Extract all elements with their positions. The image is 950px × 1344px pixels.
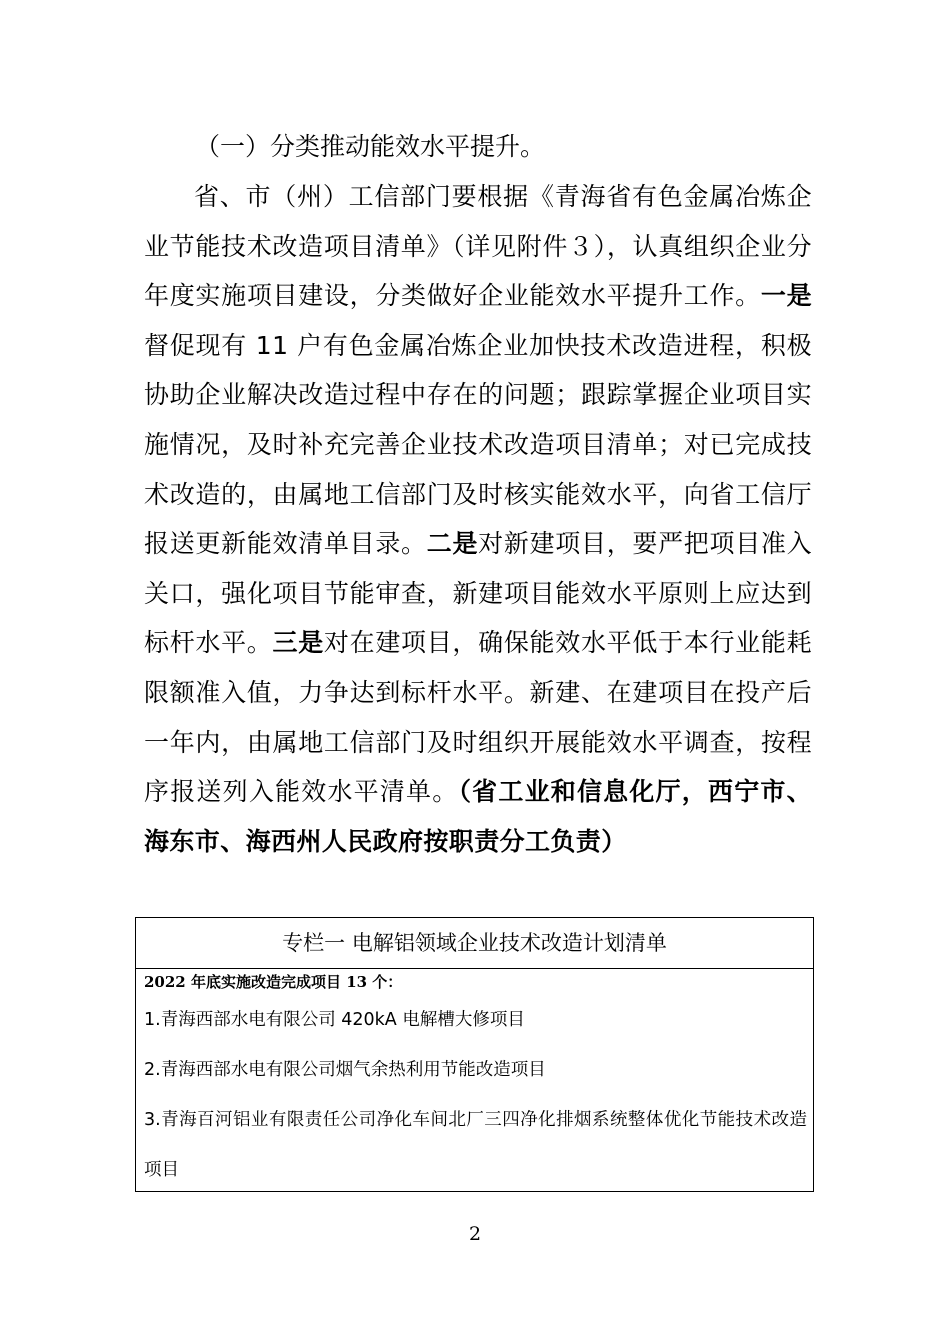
list-item: 3.青海百河铝业有限责任公司净化车间北厂三四净化排烟系统整体优化节能技术改造项目 <box>144 1110 807 1180</box>
box-subtitle: 2022 年底实施改造完成项目 13 个： <box>144 973 403 991</box>
paragraph-text-1: 省、市（州）工信部门要根据《青海省有色金属冶炼企业节能技术改造项目清单》（详见附件３），认真组织企业分年度实施项目建设，分类做好企业能效水平提升工作。 <box>144 182 812 311</box>
box-title: 专栏一 电解铝领域企业技术改造计划清单 <box>136 918 813 969</box>
section-heading: （一）分类推动能效水平提升。 <box>195 132 546 161</box>
responsibility-note: （省工业和信息化厅，西宁市、海东市、海西州人民政府按职责分工负责） <box>144 777 812 856</box>
paragraph-text-4: 对在建项目，确保能效水平低于本行业能耗限额准入值，力争达到标杆水平。新建、在建项目在投产后一年内，由属地工信部门及时组织开展能效水平调查，按程序报送列入能效水平清单。 <box>144 628 812 807</box>
list-item: 1.青海西部水电有限公司 420kA 电解槽大修项目 <box>144 1010 525 1030</box>
page-number: 2 <box>468 1223 482 1245</box>
section-paragraph <box>144 172 812 866</box>
paragraph-text-3: 对新建项目，要严把项目准入关口，强化项目节能审查，新建项目能效水平原则上应达到标杆水平。 <box>144 529 813 658</box>
emphasis-first: 一是 <box>760 281 812 311</box>
list-item: 2.青海西部水电有限公司烟气余热利用节能改造项目 <box>144 1060 546 1080</box>
paragraph-text-2: 督促现有 11 户有色金属冶炼企业加快技术改造进程，积极协助企业解决改造过程中存在的问题；跟踪掌握企业项目实施情况，及时补充完善企业技术改造项目清单；对已完成技术改造的，由属地工信部门及时核实能效水平，向省工信厅报送更新能效清单目录。 <box>144 330 812 559</box>
project-list-box <box>135 917 814 1192</box>
emphasis-third: 三是 <box>272 628 324 658</box>
emphasis-second: 二是 <box>426 529 479 559</box>
